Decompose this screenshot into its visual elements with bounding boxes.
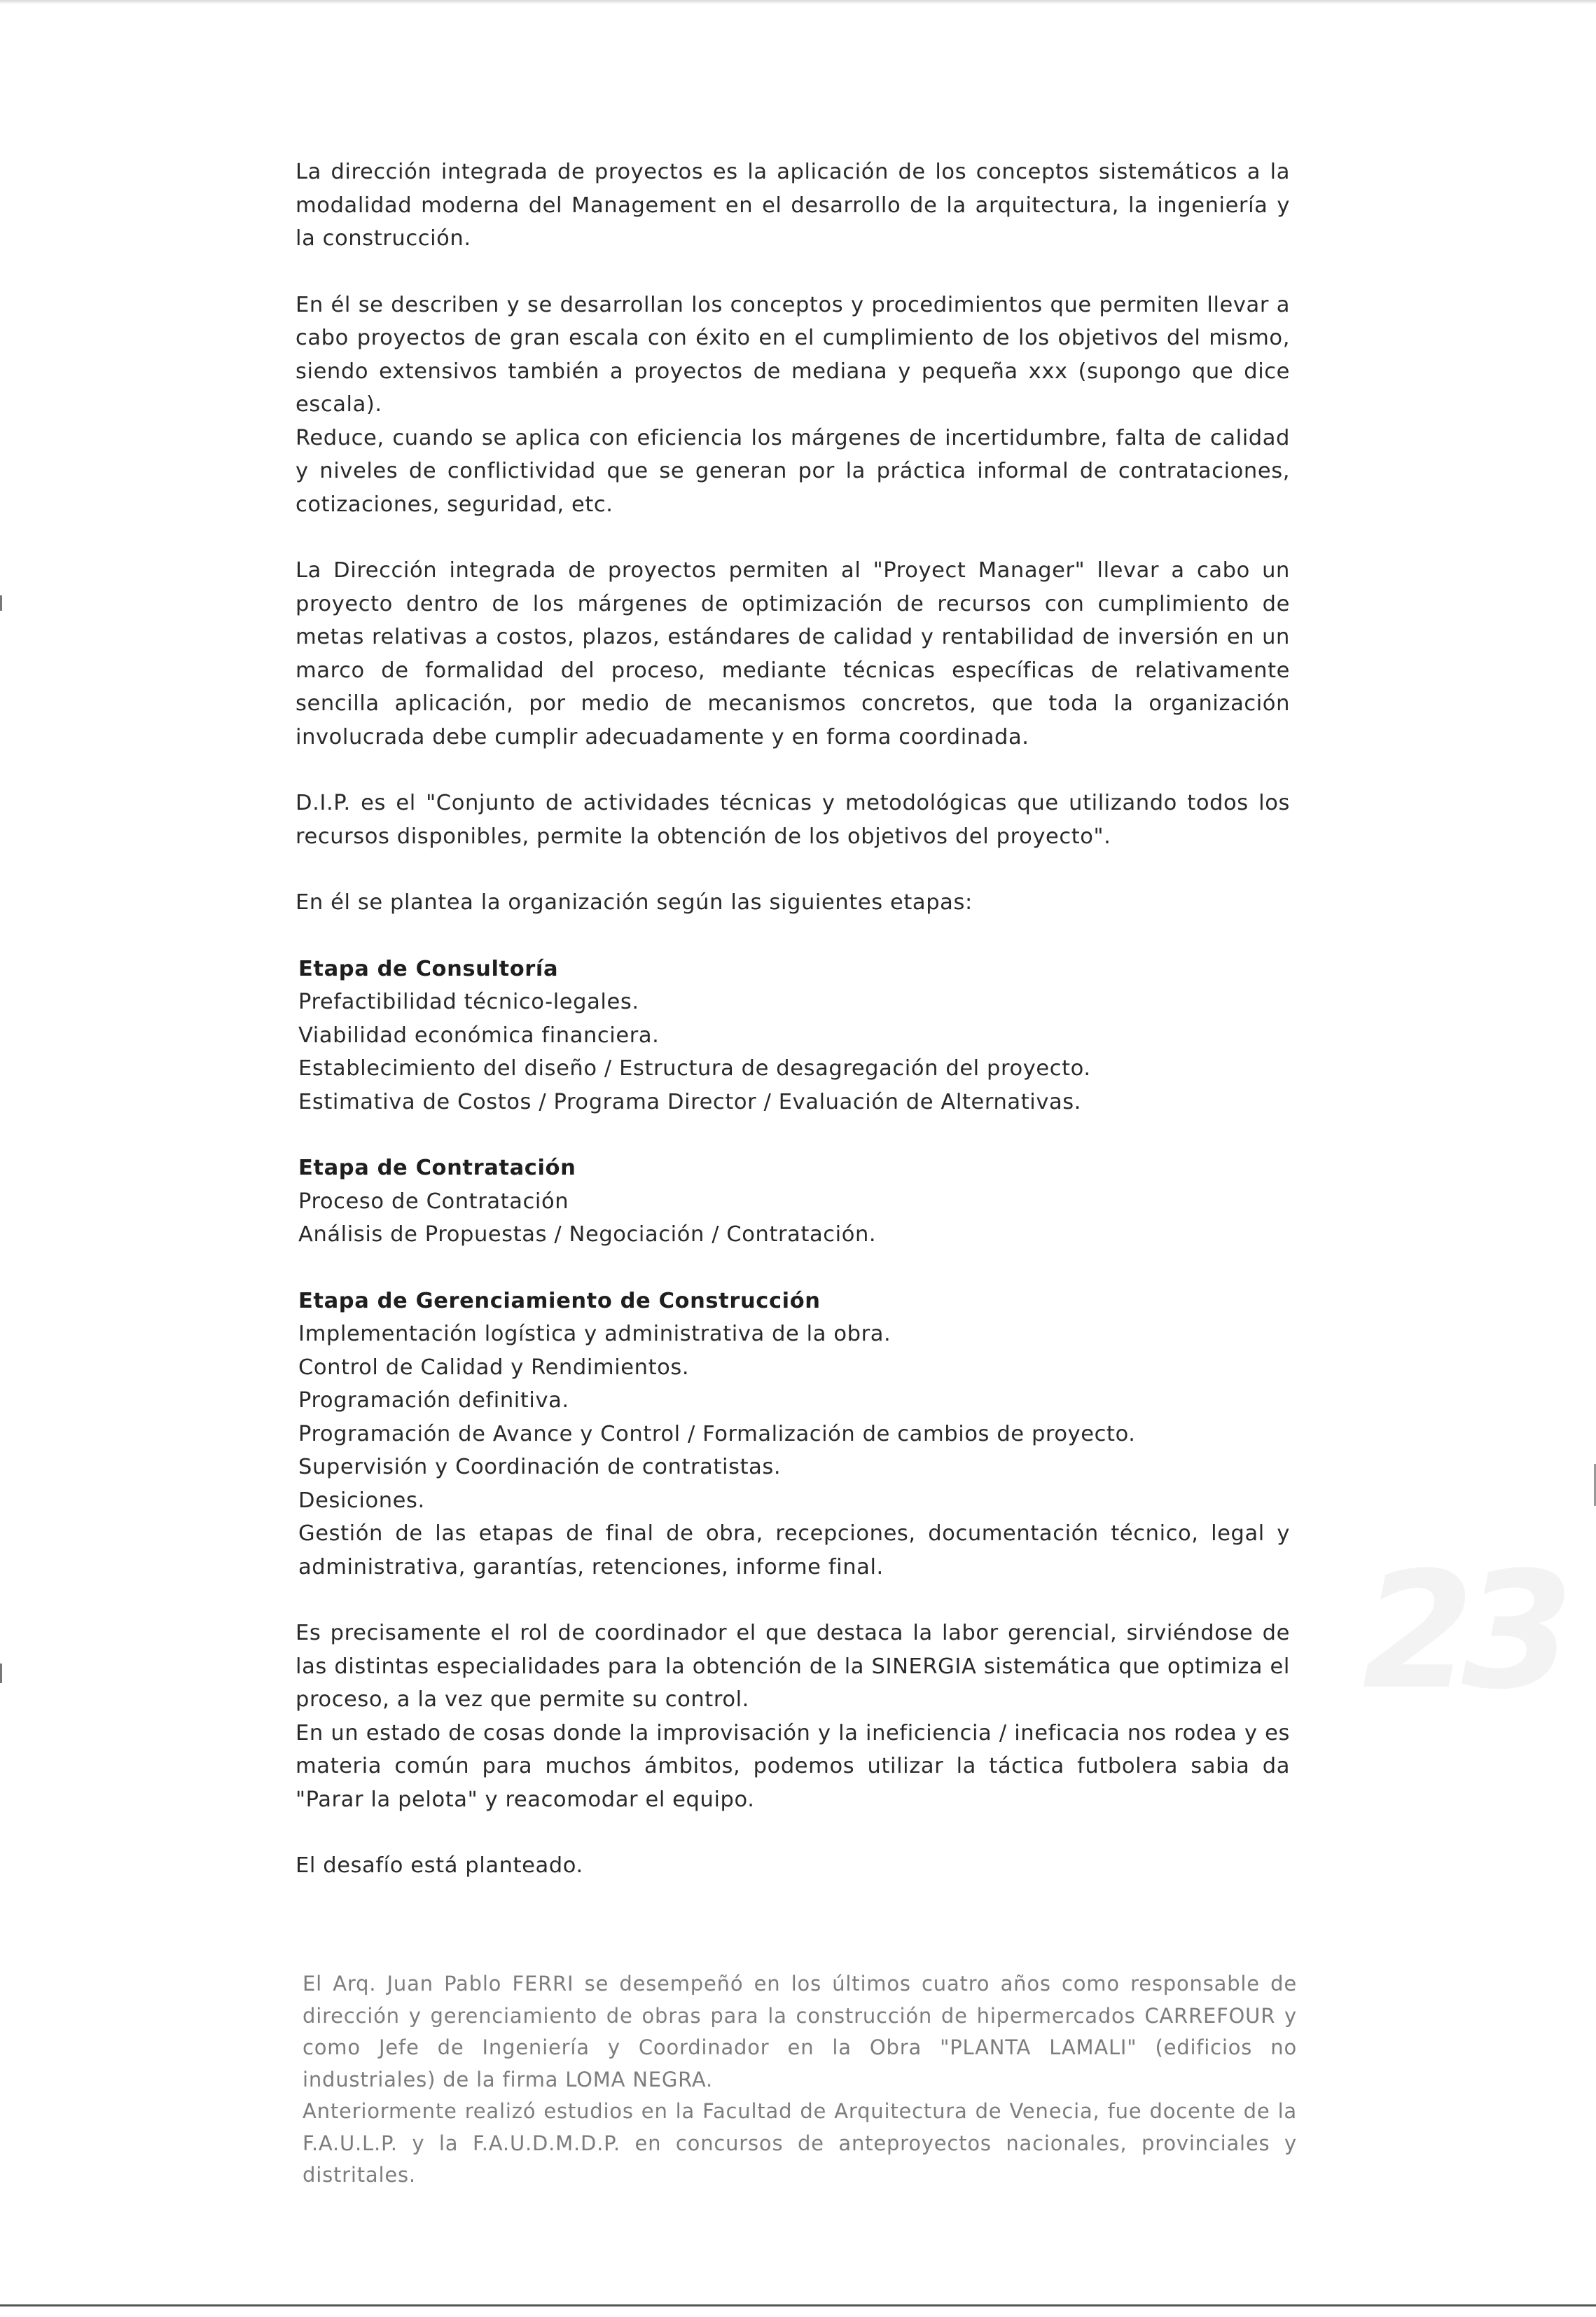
author-bio [303,1968,1297,2192]
intro-paragraph-1: La dirección integrada de proyectos es la aplicación de los conceptos sistemáticos a la modalidad moderna del Management en el desarrollo de la arquitectura, la ingeniería y la construcción. [296,160,1290,251]
stage-item: Viabilidad económica financiera. [298,1023,660,1048]
intro-paragraph-5: D.I.P. es el "Conjunto de actividades técnicas y metodológicas que utilizando todos los recursos disponibles, permite la obtención de los objetivos del proyecto". [296,791,1290,849]
stage-item: Programación de Avance y Control / Formalización de cambios de proyecto. [298,1421,1136,1446]
stage-item: Análisis de Propuestas / Negociación / Contratación. [298,1222,877,1247]
stage-gerenciamiento [296,1285,1290,1584]
intro-paragraph-6: En él se plantea la organización según las siguientes etapas: [296,890,973,915]
stage-item: Control de Calidad y Rendimientos. [298,1355,690,1380]
bio-paragraph-2: Anteriormente realizó estudios en la Facultad de Arquitectura de Venecia, fue docente de la F.A.U.L.P. y la F.A.U.D.M.D.P. en concursos de anteproyectos nacionales, provinciales y distritales. [303,2099,1297,2187]
page-number: 23 [1362,1538,1562,1725]
scan-bottom-rule [0,2304,1596,2306]
stage-item: Implementación logística y administrativa de la obra. [298,1322,891,1346]
closing-paragraph-1: Es precisamente el rol de coordinador el que destaca la labor gerencial, sirviéndose de las distintas especialidades para la obtención de la SINERGIA sistemática que optimiza el proceso, a la vez que permite su control. [296,1621,1290,1712]
stage-item: Gestión de las etapas de final de obra, recepciones, documentación técnico, legal y administrativa, garantías, retenciones, informe final. [298,1521,1290,1579]
bio-paragraph-1: El Arq. Juan Pablo FERRI se desempeñó en los últimos cuatro años como responsable de dirección y gerenciamiento de obras para la construcción de hipermercados CARREFOUR y como Jefe de Ingeniería y Coordinador en la Obra "PLANTA LAMALI" (edificios no industriales) de la firma LOMA NEGRA. [303,1972,1297,2091]
scan-margin-mark [0,595,2,611]
stage-consultoria [296,953,1290,1119]
stage-item: Prefactibilidad técnico-legales. [298,990,639,1014]
stage-heading: Etapa de Consultoría [298,956,559,981]
stage-item: Desiciones. [298,1488,425,1513]
scan-top-edge [0,0,1596,4]
stage-item: Supervisión y Coordinación de contratistas. [298,1455,782,1479]
intro-paragraph-2: En él se describen y se desarrollan los conceptos y procedimientos que permiten llevar a cabo proyectos de gran escala con éxito en el cumplimiento de los objetivos del mismo, siendo extensivos también a proyectos de mediana y pequeña xxx (supongo que dice escala). [296,292,1290,417]
scan-margin-mark [0,1664,2,1683]
intro-paragraph-3: Reduce, cuando se aplica con eficiencia los márgenes de incertidumbre, falta de calidad y niveles de conflictividad que se generan por la práctica informal de contrataciones, cotizaciones, seguridad, etc. [296,425,1290,517]
stage-heading: Etapa de Gerenciamiento de Construcción [298,1288,821,1313]
stage-item: Establecimiento del diseño / Estructura de desagregación del proyecto. [298,1056,1091,1081]
closing-paragraph-2: En un estado de cosas donde la improvisación y la ineficiencia / ineficacia nos rodea y es materia común para muchos ámbitos, podemos utilizar la táctica futbolera sabia da "Parar la pelota" y reacomodar el equipo. [296,1720,1290,1812]
intro-paragraph-4: La Dirección integrada de proyectos permiten al "Proyect Manager" llevar a cabo un proyecto dentro de los márgenes de optimización de recursos con cumplimiento de metas relativas a costos, plazos, estándares de calidad y rentabilidad de inversión en un marco de formalidad del proceso, mediante técnicas específicas de relativamente sencilla aplicación, por medio de mecanismos concretos, que toda la organización involucrada debe cumplir adecuadamente y en forma coordinada. [296,558,1290,749]
article-body [296,155,1290,1883]
stage-item: Programación definitiva. [298,1388,569,1413]
closing-statement: El desafío está planteado. [296,1853,583,1878]
stage-item: Proceso de Contratación [298,1189,569,1214]
stage-item: Estimativa de Costos / Programa Director / Evaluación de Alternativas. [298,1089,1082,1114]
stage-contratacion [296,1151,1290,1252]
stage-heading: Etapa de Contratación [298,1156,576,1180]
